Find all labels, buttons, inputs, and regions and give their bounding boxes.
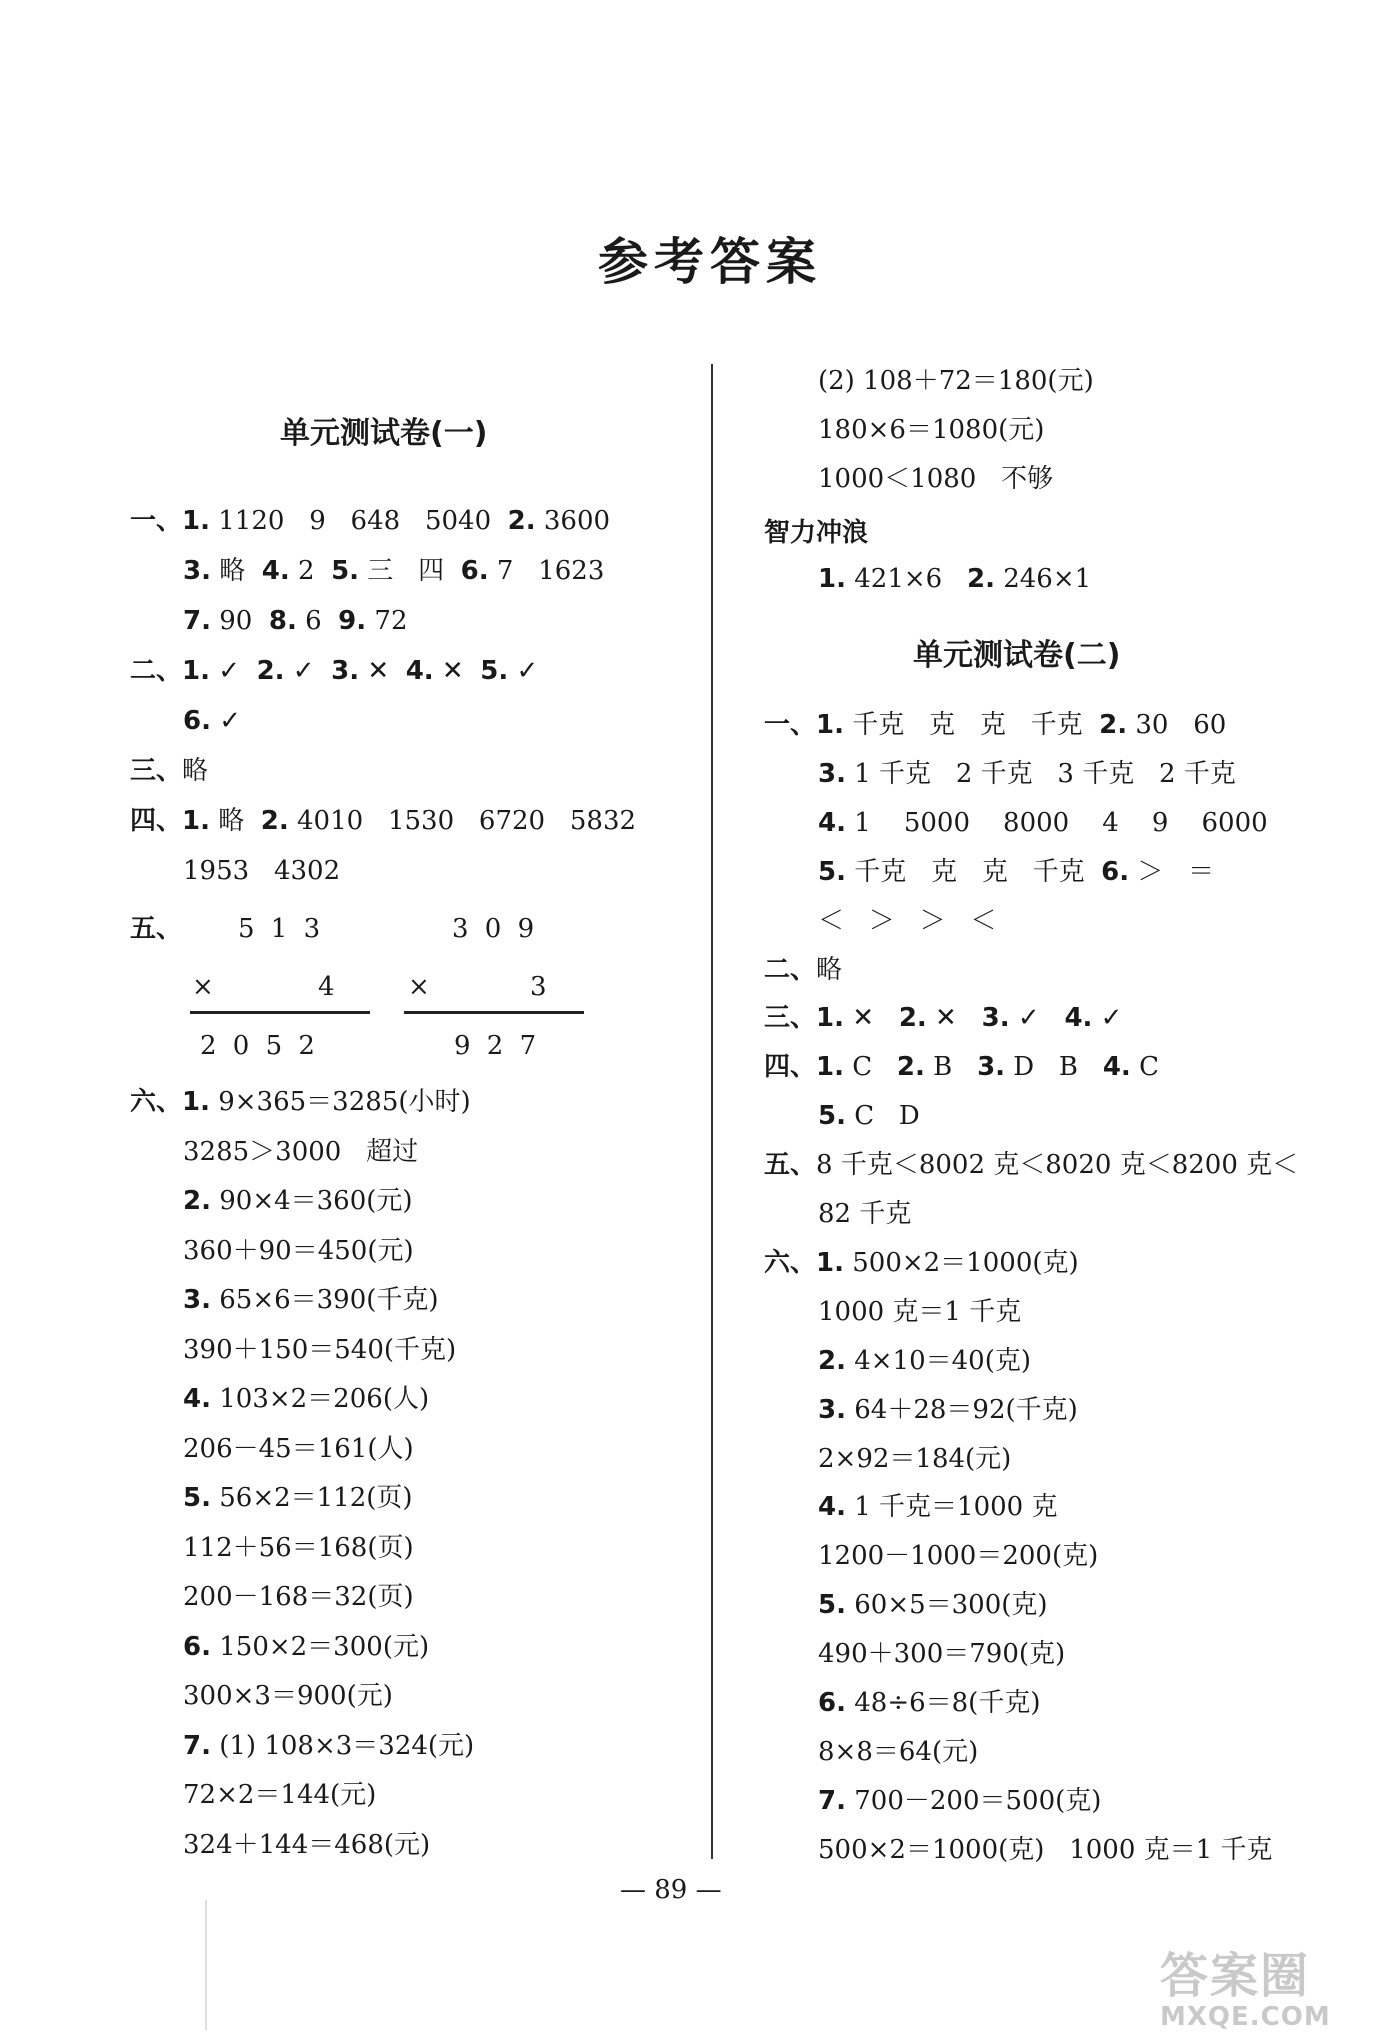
item-answer: 1 千克＝1000 克 — [845, 1492, 1058, 1523]
item-number: 2. — [966, 564, 995, 594]
left-section-title: 单元测试卷(一) — [280, 416, 488, 451]
item-answer: 60×5＝300(克) — [845, 1590, 1048, 1621]
item-answer: 90 — [210, 606, 269, 636]
answer-line — [764, 1050, 1159, 1084]
answer-line — [818, 855, 1214, 889]
item-number: 二、 — [764, 954, 817, 985]
answer-line — [183, 1283, 439, 1317]
answer-line — [818, 1637, 1065, 1671]
item-number: 二、1. — [130, 656, 210, 686]
item-answer: D B — [1005, 1052, 1103, 1083]
item-answer: ✓ — [210, 706, 242, 736]
item-answer: 4010 1530 6720 5832 — [288, 806, 637, 836]
calc1-mult: 4 — [318, 972, 335, 1002]
answer-line — [818, 1784, 1101, 1818]
item-answer: 324＋144＝468(元) — [183, 1829, 431, 1860]
item-number: 9. — [338, 606, 367, 636]
item-answer: 千克 克 克 千克 — [845, 856, 1102, 887]
item-number: 3. — [818, 758, 846, 789]
answer-line — [764, 1246, 1079, 1280]
item-answer: 2 — [289, 556, 332, 586]
item-number: 2. — [260, 806, 289, 836]
answer-line — [183, 604, 408, 638]
item-number: 5. — [818, 856, 846, 887]
item-number: 3. — [183, 556, 211, 586]
item-answer: 90×4＝360(元) — [210, 1186, 413, 1216]
item-answer: 65×6＝390(千克) — [210, 1285, 439, 1315]
item-number: 4. — [1064, 1003, 1093, 1034]
item-number: 6. — [183, 1631, 211, 1662]
item-answer: 500×2＝1000(克) 1000 克＝1 千克 — [818, 1834, 1273, 1865]
answer-line — [130, 754, 208, 788]
column-divider — [711, 364, 713, 1859]
page-title: 参考答案 — [598, 233, 822, 291]
item-number: 五、 — [764, 1150, 817, 1181]
item-number: 4. — [818, 1492, 846, 1523]
item-answer: 48÷6＝8(千克) — [845, 1688, 1041, 1718]
item-answer: 72×2＝144(元) — [183, 1780, 377, 1810]
item-answer: ✓ — [1092, 1003, 1123, 1034]
item-number: 1. — [818, 564, 846, 594]
item-answer: 200－168＝32(页) — [183, 1582, 414, 1612]
item-number: 8. — [268, 606, 297, 636]
item-answer: 180×6＝1080(元) — [818, 415, 1045, 445]
item-answer: 72 — [366, 606, 408, 636]
answer-line — [183, 1630, 429, 1664]
item-number: 三、1. — [764, 1003, 844, 1034]
answer-line — [183, 554, 604, 588]
item-answer: ✕ — [359, 656, 406, 686]
item-number: 5. — [818, 1101, 846, 1132]
item-number: 四、1. — [764, 1052, 844, 1083]
item-answer: ✓ — [284, 656, 332, 686]
item-answer: ＜ ＞ ＞ ＜ — [818, 905, 997, 936]
right-section-title: 单元测试卷(二) — [913, 638, 1121, 673]
calc2-op: × — [408, 972, 430, 1002]
item-answer: 略 — [210, 556, 262, 586]
bonus-title: 智力冲浪 — [764, 518, 869, 548]
answer-line — [818, 806, 1268, 840]
item-number: 一、1. — [130, 506, 210, 536]
item-answer: ✓ — [209, 656, 257, 686]
calc1-rule — [190, 1011, 370, 1014]
item-answer: 1 5000 8000 4 9 6000 — [845, 807, 1268, 838]
item-number: 5. — [818, 1590, 846, 1621]
calc1-top: 5 1 3 — [238, 914, 325, 944]
item-answer: 1000 克＝1 千克 — [818, 1296, 1022, 1327]
answer-line — [764, 708, 1226, 742]
item-number: 5. — [480, 656, 509, 686]
item-answer: 103×2＝206(人) — [210, 1384, 430, 1414]
answer-line — [818, 757, 1236, 791]
item-number: 2. — [183, 1186, 211, 1216]
item-answer: 112＋56＝168(页) — [183, 1532, 414, 1563]
item-answer: 1200－1000＝200(克) — [818, 1541, 1099, 1572]
item-answer: 3600 — [535, 506, 611, 536]
answer-line — [818, 364, 1094, 398]
item-number: 2. — [507, 506, 536, 536]
answer-line — [764, 953, 842, 987]
answer-line — [183, 1382, 429, 1416]
item-answer: 千克 克 克 千克 — [843, 710, 1100, 740]
answer-line — [183, 1531, 414, 1565]
calc2-top: 3 0 9 — [452, 914, 539, 944]
item-answer: 1953 4302 — [183, 856, 341, 886]
answer-line — [183, 1234, 414, 1268]
item-answer: (1) 108×3＝324(元) — [210, 1730, 475, 1761]
item-answer: ✓ — [508, 656, 539, 686]
item-answer: 6 — [296, 606, 339, 636]
item-number: 4. — [183, 1384, 211, 1414]
item-answer: B — [924, 1052, 978, 1083]
page-number: — 89 — — [620, 1875, 722, 1905]
item-answer: 9×365＝3285(小时) — [209, 1087, 471, 1117]
item-answer: 246×1 — [994, 564, 1092, 594]
item-number: 4. — [405, 656, 434, 686]
item-number: 2. — [896, 1052, 925, 1083]
item-answer: 64＋28＝92(千克) — [845, 1394, 1078, 1425]
item-answer: 略 — [209, 806, 261, 836]
calc2-result: 9 2 7 — [454, 1031, 541, 1061]
scan-mark — [205, 1900, 207, 2030]
item-answer: 1120 9 648 5040 — [209, 506, 508, 536]
item-number: 六、1. — [764, 1247, 844, 1278]
item-number: 6. — [818, 1688, 846, 1718]
item-answer: 2×92＝184(元) — [818, 1443, 1012, 1474]
section5-label: 五、 — [130, 914, 183, 944]
item-number: 三、 — [130, 756, 183, 786]
answer-line — [818, 1393, 1078, 1427]
item-answer: (2) 108＋72＝180(元) — [818, 366, 1094, 396]
answer-line — [183, 1580, 414, 1614]
answer-line — [818, 904, 996, 938]
item-answer: 8 千克＜8002 克＜8020 克＜8200 克＜ — [816, 1150, 1299, 1181]
item-number: 3. — [977, 1052, 1006, 1083]
answer-line — [183, 1828, 430, 1862]
item-answer: 56×2＝112(页) — [210, 1483, 413, 1513]
item-answer: 30 60 — [1127, 710, 1227, 740]
calc2-mult: 3 — [530, 972, 547, 1002]
answer-line — [818, 1197, 911, 1231]
calc1-op: × — [192, 972, 214, 1002]
item-answer: 421×6 — [845, 564, 967, 594]
answer-line — [130, 804, 636, 838]
item-answer: 4×10＝40(克) — [845, 1345, 1032, 1376]
item-number: 6. — [1101, 856, 1130, 887]
item-answer: ✕ — [433, 656, 481, 686]
calc2-rule — [404, 1011, 584, 1014]
answer-line — [818, 1442, 1011, 1476]
answer-line — [818, 1735, 978, 1769]
answer-line — [818, 1686, 1040, 1720]
item-answer: C D — [845, 1101, 920, 1132]
item-answer: 206－45＝161(人) — [183, 1433, 414, 1464]
answer-line — [183, 854, 340, 888]
item-number: 六、1. — [130, 1087, 210, 1117]
item-answer: 1000＜1080 不够 — [818, 464, 1054, 494]
item-number: 7. — [183, 606, 211, 636]
item-number: 7. — [183, 1730, 211, 1761]
answer-line — [818, 1490, 1057, 1524]
answer-line — [818, 413, 1044, 447]
item-answer: 490＋300＝790(克) — [818, 1639, 1066, 1670]
item-answer: 三 四 — [359, 556, 461, 586]
item-answer: ✕ — [843, 1003, 899, 1034]
answer-line — [130, 1085, 471, 1119]
answer-line — [764, 1148, 1298, 1182]
item-answer: 1 千克 2 千克 3 千克 2 千克 — [845, 758, 1236, 789]
answer-line — [818, 462, 1053, 496]
item-number: 5. — [331, 556, 360, 586]
answer-line — [818, 562, 1091, 596]
answer-line — [818, 1588, 1048, 1622]
item-number: 5. — [183, 1483, 211, 1513]
item-answer: 7 1623 — [488, 556, 605, 586]
answer-line — [183, 1333, 456, 1367]
item-answer: 390＋150＝540(千克) — [183, 1334, 457, 1365]
item-number: 3. — [818, 1394, 846, 1425]
item-number: 2. — [898, 1003, 927, 1034]
answer-line — [130, 504, 610, 538]
watermark-logo: 答案圈 — [1160, 1948, 1311, 2004]
answer-line — [183, 1778, 376, 1812]
item-number: 6. — [183, 706, 211, 736]
answer-line — [183, 1481, 413, 1515]
answer-line — [130, 654, 538, 688]
item-answer: 360＋90＝450(元) — [183, 1235, 414, 1266]
answer-line — [183, 1679, 393, 1713]
item-answer: 略 — [182, 756, 209, 786]
answer-line — [764, 1001, 1122, 1035]
item-number: 2. — [818, 1345, 846, 1376]
watermark-url: MXQE.COM — [1160, 2002, 1331, 2032]
calc1-result: 2 0 5 2 — [200, 1031, 319, 1061]
answer-line — [818, 1099, 920, 1133]
answer-line — [818, 1833, 1272, 1867]
item-number: 4. — [261, 556, 290, 586]
item-answer: 8×8＝64(元) — [818, 1736, 979, 1767]
item-number: 6. — [460, 556, 489, 586]
item-number: 7. — [818, 1785, 846, 1816]
watermark — [1160, 1950, 1380, 2040]
item-number: 2. — [256, 656, 285, 686]
item-number: 4. — [818, 807, 846, 838]
item-answer: 82 千克 — [818, 1199, 912, 1229]
item-number: 3. — [183, 1285, 211, 1315]
answer-line — [183, 1184, 413, 1218]
item-answer: 700－200＝500(克) — [845, 1785, 1102, 1816]
item-answer: 略 — [816, 954, 843, 985]
item-number: 3. — [981, 1003, 1010, 1034]
item-answer: ✓ — [1009, 1003, 1065, 1034]
item-answer: 500×2＝1000(克) — [843, 1247, 1079, 1278]
answer-line — [183, 1135, 418, 1169]
item-number: 四、1. — [130, 806, 210, 836]
item-answer: 3285＞3000 超过 — [183, 1136, 419, 1167]
item-answer: C — [843, 1052, 897, 1083]
item-number: 4. — [1102, 1052, 1131, 1083]
item-number: 2. — [1099, 710, 1128, 740]
item-number: 一、1. — [764, 710, 844, 740]
item-answer: ✕ — [926, 1003, 982, 1034]
answer-line — [818, 1344, 1031, 1378]
answer-line — [183, 1729, 474, 1763]
answer-line — [183, 1432, 414, 1466]
answer-line — [818, 1539, 1098, 1573]
item-answer: ＞ ＝ — [1129, 856, 1215, 887]
answer-line — [818, 1295, 1021, 1329]
answer-line — [183, 704, 241, 738]
item-answer: C — [1130, 1052, 1159, 1083]
item-answer: 150×2＝300(元) — [210, 1631, 430, 1662]
item-number: 3. — [331, 656, 360, 686]
item-answer: 300×3＝900(元) — [183, 1681, 393, 1711]
